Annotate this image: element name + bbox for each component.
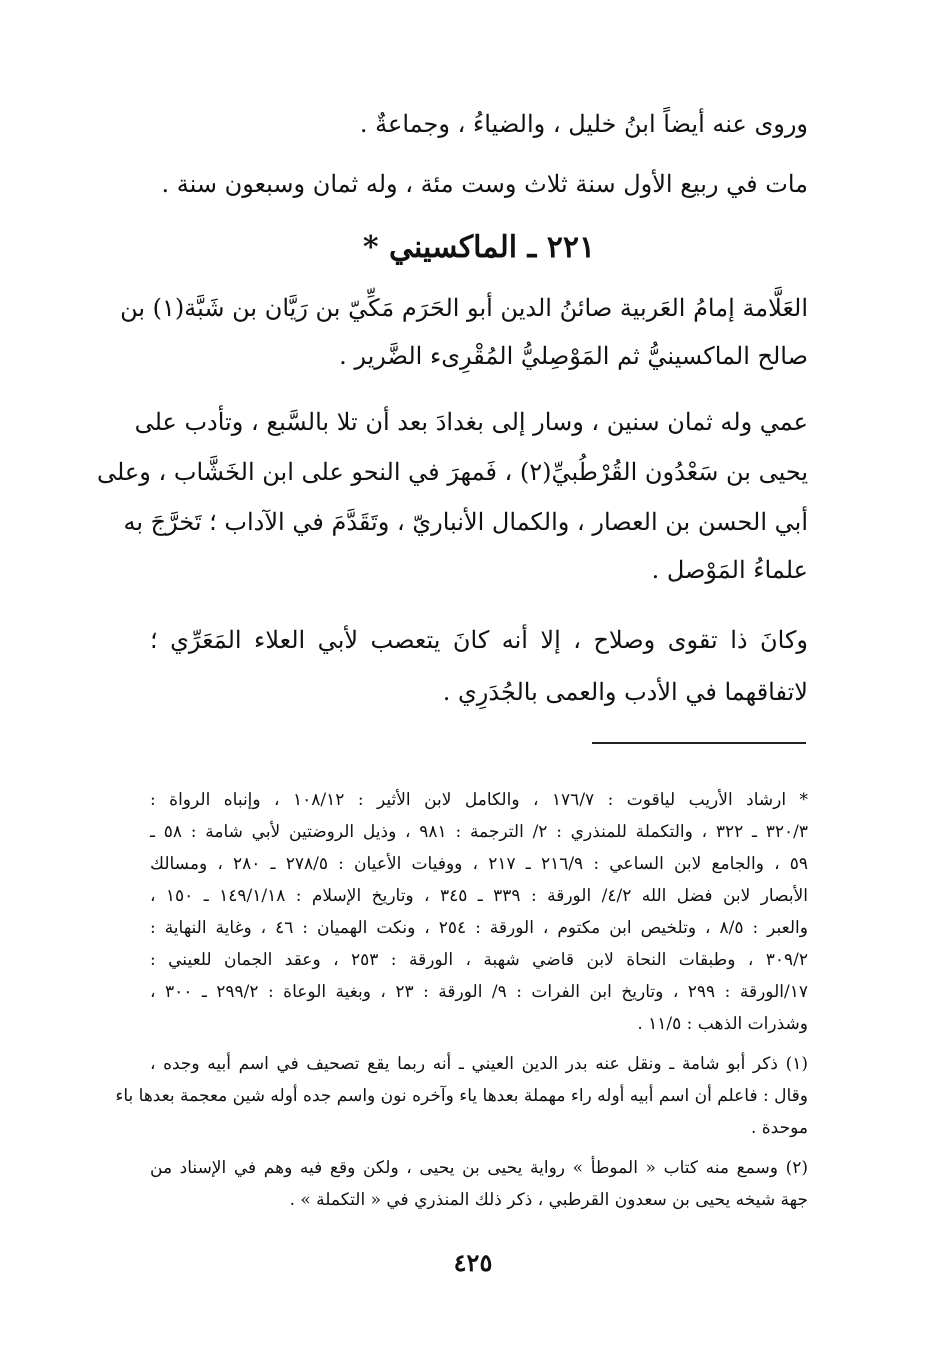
footnote-2-line-1: (٢) وسمع منه كتاب « الموطأ » رواية يحيى بن يحيى ، ولكن وقع فيه وهم في الإسناد من (150, 1158, 808, 1178)
intro-line-2: مات في ربيع الأول سنة ثلاث وست مئة ، وله ثمان وسبعون سنة . (161, 170, 808, 198)
paragraph-3-line-1: وكانَ ذا تقوى وصلاح ، إلا أنه كانَ يتعصب لأبي العلاء المَعَرِّي ؛ (150, 626, 808, 654)
footnote-sources-line-1: * ارشاد الأريب لياقوت : ١٧٦/٧ ، والكامل لابن الأثير : ١٠٨/١٢ ، وإنباه الرواة : (150, 790, 808, 810)
footnote-sources-line-6: ٣٠٩/٢ ، وطبقات النحاة لابن قاضي شهبة ، الورقة : ٢٥٣ ، وعقد الجمان للعيني : (150, 950, 808, 970)
footnote-1-line-3: موحدة . (750, 1118, 808, 1138)
footnote-divider (592, 742, 806, 744)
paragraph-2-line-4: علماءُ المَوْصل . (651, 556, 808, 584)
page-number: ٤٢٥ (453, 1248, 493, 1277)
footnote-1-line-2: وقال : فاعلم أن اسم أبيه أوله راء مهملة بعدها ياء وآخره نون واسم جده أوله شين معجمة بعدها باء (115, 1086, 808, 1106)
entry-heading: ٢٢١ ـ الماكسيني * (362, 230, 596, 265)
paragraph-2-line-2: يحيى بن سَعْدُون القُرْطُبيِّ(٢) ، فَمهرَ في النحو على ابن الخَشَّاب ، وعلى (96, 458, 808, 486)
footnote-sources-line-5: والعبر : ٨/٥ ، وتلخيص ابن مكتوم ، الورقة : ٢٥٤ ، ونكت الهميان : ٤٦ ، وغاية النهاية : (150, 918, 808, 938)
footnote-1-line-1: (١) ذكر أبو شامة ـ ونقل عنه بدر الدين العيني ـ أنه ربما يقع تصحيف في اسم أبيه وجده ، (150, 1054, 808, 1074)
paragraph-1-line-2: صالح الماكسينيُّ ثم المَوْصِليُّ المُقْرِىء الضَّرير . (339, 342, 808, 370)
footnote-sources-line-3: ٥٩ ، والجامع لابن الساعي : ٢١٦/٩ ـ ٢١٧ ، ووفيات الأعيان : ٢٧٨/٥ ـ ٢٨٠ ، ومسالك (150, 854, 808, 874)
footnote-sources-line-4: الأبصار لابن فضل الله ٤/٢/ الورقة : ٣٣٩ ـ ٣٤٥ ، وتاريخ الإسلام : ١٤٩/١/١٨ ـ ١٥٠ ، (150, 886, 808, 906)
paragraph-2-line-1: عمي وله ثمان سنين ، وسار إلى بغدادَ بعد أن تلا بالسَّبع ، وتأدب على (134, 408, 808, 436)
paragraph-3-line-2: لاتفاقهما في الأدب والعمى بالجُدَرِي . (442, 678, 808, 706)
intro-line-1: وروى عنه أيضاً ابنُ خليل ، والضياءُ ، وجماعةٌ . (359, 110, 808, 138)
footnote-sources-line-8: وشذرات الذهب : ١١/٥ . (637, 1014, 808, 1034)
footnote-sources-line-7: ١٧/الورقة : ٢٩٩ ، وتاريخ ابن الفرات : ٩/ الورقة : ٢٣ ، وبغية الوعاة : ٢٩٩/٢ ـ ٣٠٠ ، (150, 982, 808, 1002)
footnote-sources-line-2: ٣٢٠/٣ ـ ٣٢٢ ، والتكملة للمنذري : ٢/ الترجمة : ٩٨١ ، وذيل الروضتين لأبي شامة : ٥٨ ـ (150, 822, 809, 842)
footnote-2-line-2: جهة شيخه يحيى بن سعدون القرطبي ، ذكر ذلك المنذري في « التكملة » . (289, 1190, 808, 1210)
paragraph-1-line-1: العَلَّامة إمامُ العَربية صائنُ الدين أبو الحَرَم مَكِّيّ بن رَيَّان بن شَبَّة(١) بن (120, 294, 808, 322)
paragraph-2-line-3: أبي الحسن بن العصار ، والكمال الأنباريّ ، وتَقَدَّمَ في الآداب ؛ تَخرَّجَ به (123, 508, 808, 536)
